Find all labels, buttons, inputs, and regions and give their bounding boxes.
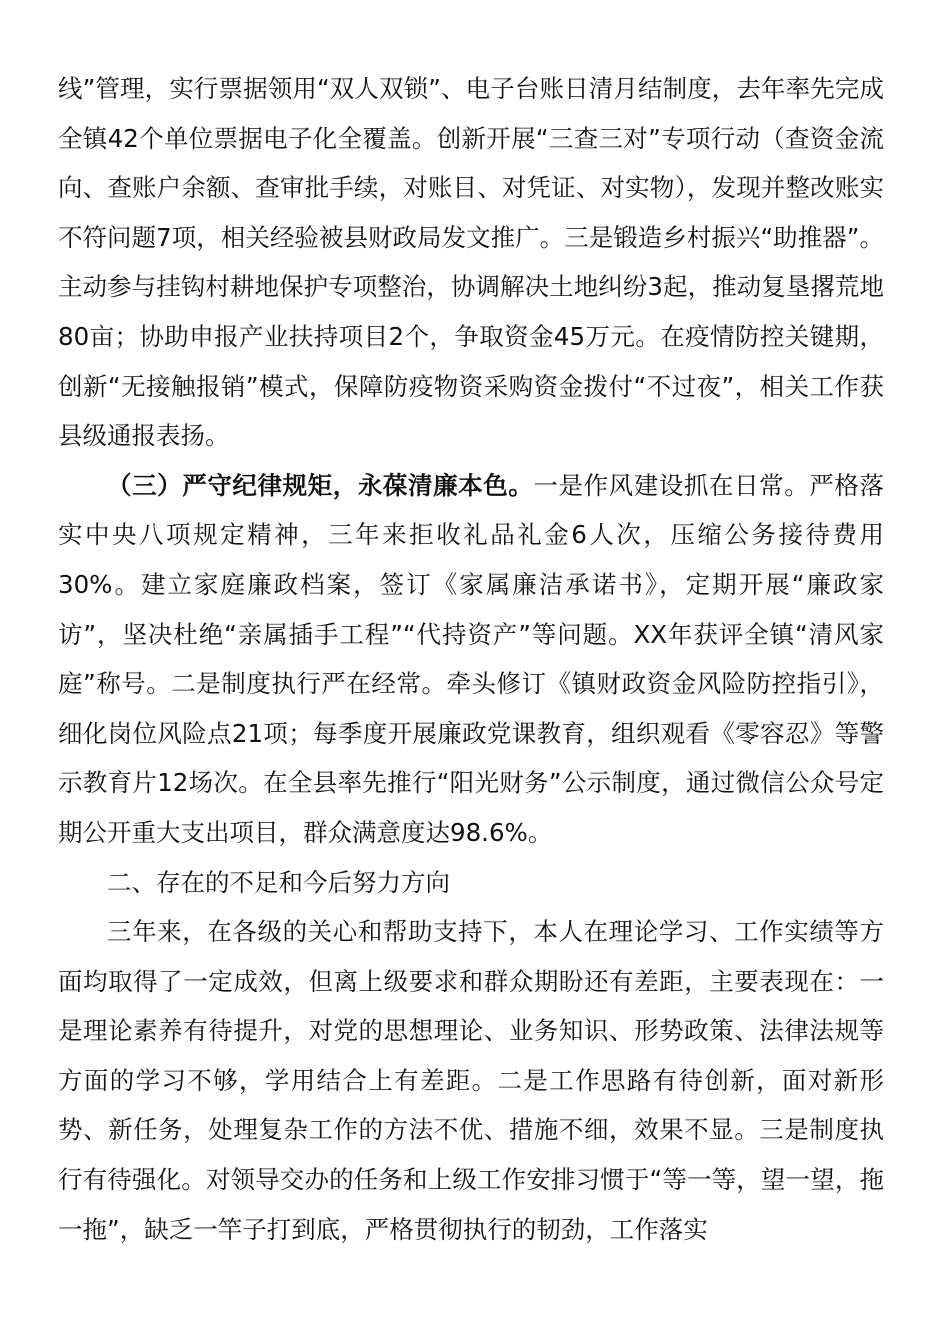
paragraph-shortcomings bbox=[58, 907, 884, 1254]
chapter-heading-text: 二、存在的不足和今后努力方向 bbox=[107, 867, 450, 897]
paragraph-text: 线”管理，实行票据领用“双人双锁”、电子台账日清月结制度，去年率先完成全镇42个单位票据电子化全覆盖。创新开展“三查三对”专项行动（查资金流向、查账户余额、查审批手续，对账目、对凭证、对实物），发现并整改账实不符问题7项，相关经验被县财政局发文推广。三是锻造乡村振兴“助推器”。主动参与挂钩村耕地保护专项整治，协调解决土地纠纷3起，推动复垦撂荒地80亩；协助申报产业扶持项目2个，争取资金45万元。在疫情防控关键期，创新“无接触报销”模式，保障防疫物资采购资金拨付“不过夜”，相关工作获县级通报表扬。 bbox=[58, 74, 884, 451]
section-heading: （三）严守纪律规矩，永葆清廉本色。 bbox=[107, 470, 534, 500]
document-page bbox=[58, 64, 884, 1254]
chapter-heading bbox=[58, 858, 884, 908]
paragraph-continuation bbox=[58, 64, 884, 461]
paragraph-section-three bbox=[58, 461, 884, 858]
paragraph-text: 一是作风建设抓在日常。严格落实中央八项规定精神，三年来拒收礼品礼金6人次，压缩公务接待费用30%。建立家庭廉政档案，签订《家属廉洁承诺书》，定期开展“廉政家访”，坚决杜绝“亲属插手工程”“代持资产”等问题。XX年获评全镇“清风家庭”称号。二是制度执行严在经常。牵头修订《镇财政资金风险防控指引》，细化岗位风险点21项；每季度开展廉政党课教育，组织观看《零容忍》等警示教育片12场次。在全县率先推行“阳光财务”公示制度，通过微信公众号定期公开重大支出项目，群众满意度达98.6%。 bbox=[58, 470, 885, 847]
paragraph-text: 三年来，在各级的关心和帮助支持下，本人在理论学习、工作实绩等方面均取得了一定成效，但离上级要求和群众期盼还有差距，主要表现在：一是理论素养有待提升，对党的思想理论、业务知识、形势政策、法律法规等方面的学习不够，学用结合上有差距。二是工作思路有待创新，面对新形势、新任务，处理复杂工作的方法不优、措施不细，效果不显。三是制度执行有待强化。对领导交办的任务和上级工作安排习惯于“等一等，望一望，拖一拖”，缺乏一竿子打到底，严格贯彻执行的韧劲，工作落实 bbox=[58, 917, 884, 1244]
